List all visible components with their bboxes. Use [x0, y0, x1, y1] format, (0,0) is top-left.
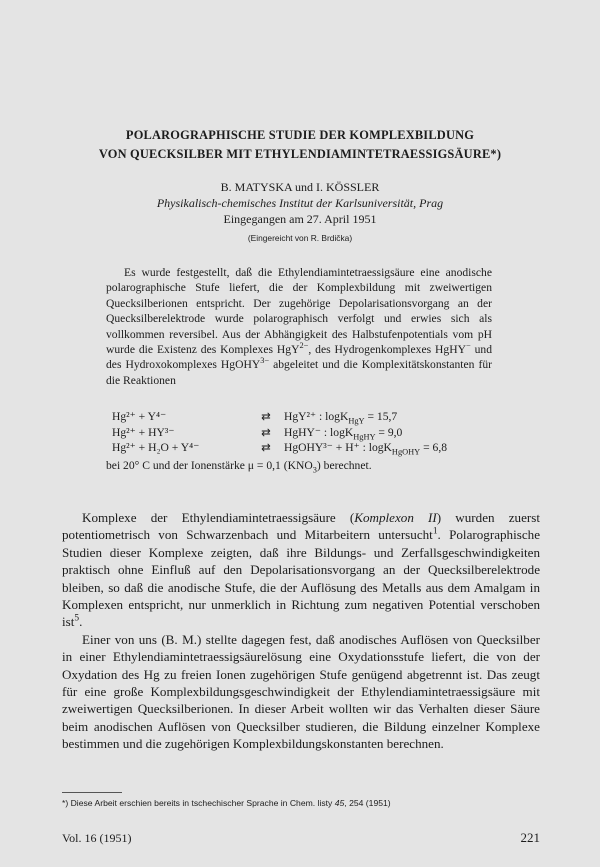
- abstract-sup-1: 2−: [299, 341, 309, 351]
- article-title: [40, 126, 560, 164]
- abstract: [106, 265, 492, 388]
- footnote: [62, 797, 540, 809]
- title-line-2: VON QUECKSILBER MIT ETHYLENDIAMINTETRAESSIGSÄURE*): [98, 147, 502, 161]
- body-italic: Komplexon II: [354, 510, 437, 525]
- body-paragraph-1: [62, 509, 540, 631]
- condition-text-a: bei 20° C und der Ionenstärke μ = 0,1 (KNO: [106, 459, 313, 472]
- reaction-conditions: [106, 458, 492, 473]
- reaction-lhs: Hg²⁺ + HY³⁻: [112, 425, 175, 439]
- footnote-text: , 254 (1951): [344, 798, 391, 808]
- equilibrium-arrow: ⇄: [261, 410, 271, 423]
- abstract-text-2: , des Hydrogenkomplexes HgHY: [308, 343, 466, 357]
- condition-sub: 3: [312, 465, 317, 475]
- reaction-rhs-main: HgOHY³⁻ + H⁺ : logK: [284, 441, 392, 455]
- title-line-1: POLAROGRAPHISCHE STUDIE DER KOMPLEXBILDUNG: [125, 128, 475, 142]
- footnote-text: *) Diese Arbeit erschien bereits in tschechischer Sprache in Chem. listy: [62, 798, 335, 808]
- abstract-sup-3: 3−: [260, 356, 270, 366]
- journal-volume: Vol. 16 (1951): [62, 831, 132, 845]
- reference-mark: 1: [432, 527, 438, 538]
- article-body: [62, 509, 540, 753]
- reaction-rhs-value: = 6,8: [420, 441, 448, 455]
- abstract-text-1: Es wurde festgestellt, daß die Ethylendiamintetraessigsäure eine anodische polarographische Stufe liefert, die der Komplexbildung mit zweiwertigen Quecksilberionen entspricht. Der zugehörige Depolarisationsvorgang an der Quecksilberelektrode wurde polarographisch verfolgt und erwies sich als vollkommen reversibel. Aus der Abhängigkeit des Halbstufenpotentials vom pH wurde die Existenz des Komplexes HgY: [106, 266, 492, 357]
- reaction-rhs: [284, 440, 492, 456]
- reaction-rhs-value: = 9,0: [375, 425, 403, 439]
- reaction-rhs-sub: HgHY: [353, 431, 376, 441]
- abstract-text-3: und des Hydroxokomplexes HgOHY: [106, 343, 492, 372]
- reference-mark: 5: [74, 614, 80, 625]
- abstract-text-4: abgeleitet und die Komplexitätskonstanten für die Reaktionen: [106, 358, 492, 387]
- received-date: Eingegangen am 27. April 1951: [223, 212, 377, 226]
- reaction-rhs-sub: HgOHY: [391, 447, 421, 457]
- submitted-by: (Eingereicht von R. Brdička): [247, 233, 353, 243]
- reaction-rhs-main: HgY²⁺ : logK: [284, 410, 349, 423]
- reaction-equations: [112, 409, 492, 456]
- page-number: 221: [520, 830, 540, 845]
- reaction-row: [112, 440, 492, 456]
- authors: B. MATYSKA und I. KÖSSLER: [220, 180, 380, 194]
- reaction-row: [112, 425, 492, 441]
- body-text: Komplexe der Ethylendiamintetraessigsäure (: [82, 510, 355, 525]
- footnote-rule: [62, 792, 122, 793]
- body-text: ) wurden zuerst potentiometrisch von Schwarzenbach und Mitarbeitern untersucht: [62, 510, 540, 543]
- reaction-rhs-sub: HgY: [348, 416, 365, 426]
- body-text: .: [79, 614, 83, 630]
- reaction-rhs: [284, 425, 492, 441]
- reaction-lhs: Hg²⁺ + Y⁴⁻: [112, 410, 167, 423]
- footnote-volume: 45: [334, 798, 345, 808]
- reaction-rhs: [284, 409, 492, 425]
- institute: Physikalisch-chemisches Institut der Karlsuniversität, Prag: [156, 196, 444, 210]
- body-paragraph-2: Einer von uns (B. M.) stellte dagegen fest, daß anodisches Auflösen von Quecksilber in einer Ethylendiamintetraessigsäurelösung eine Oxydationsstufe liefert, die von der Oxydation des Hg zu freien Ionen zugehörigen Stufe genügend abgetrennt ist. Das zeugt für eine große Komplexbildungsgeschwindigkeit der Ethylendiamintetraessigsäure mit zweiwertigen Quecksilberionen. In dieser Arbeit wollten wir das Verhalten dieser Säure beim anodischen Auflösen von Quecksilber studieren, die Bildung einzelner Komplexe bestimmen und die zugehörigen Komplexbildungskonstanten berechnen.: [62, 631, 540, 752]
- abstract-sup-2: −: [465, 341, 471, 351]
- reaction-rhs-value: = 15,7: [364, 410, 398, 423]
- equilibrium-arrow: ⇄: [261, 425, 271, 439]
- reaction-row: [112, 409, 492, 425]
- equilibrium-arrow: ⇄: [261, 441, 271, 455]
- condition-text-b: ) berechnet.: [316, 459, 372, 472]
- abstract-paragraph: [106, 265, 492, 388]
- reaction-lhs: Hg²⁺ + H₂O + Y⁴⁻: [112, 441, 200, 455]
- body-text: . Polarographische Studien dieser Komplexe zeigten, daß ihre Bildungs- und Zerfallsgeschwindigkeiten praktisch ohne Einfluß auf den Depolarisationsvorgang an der Quecksilberelektrode bleiben, so daß die anodische Stufe, die der Auflösung des Metalls aus dem Amalgam in Komplexen entspricht, nur unmerklich in Richtung zum negativen Potential verschoben ist: [62, 527, 541, 630]
- reaction-rhs-main: HgHY⁻ : logK: [284, 425, 354, 439]
